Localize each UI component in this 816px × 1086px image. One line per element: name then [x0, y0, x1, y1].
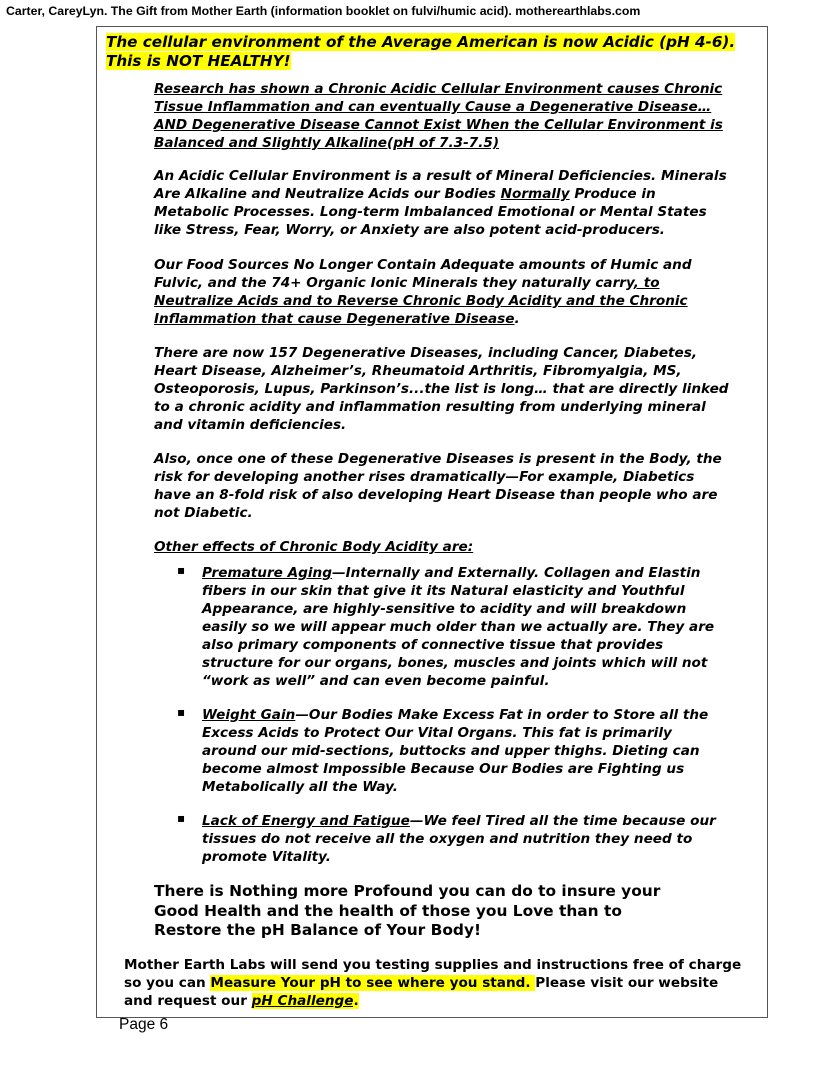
profound-statement: There is Nothing more Profound you can do to insure your Good Health and the health of those you Love than to Restore the pH Balance of Your Body!	[154, 882, 661, 939]
text-span: .	[514, 311, 520, 327]
bullet-term: Lack of Energy and Fatigue	[202, 813, 410, 829]
bullet-marker: ▪	[177, 563, 186, 577]
paragraph-food-sources	[154, 256, 734, 328]
text-span: Produce in Metabolic Processes. Long-term Imbalanced Emotional or Mental States like Stress, Fear, Worry, or Anxiety are also potent acid-producers.	[154, 186, 707, 238]
measure-highlight: Measure Your pH to see where you stand.	[210, 975, 536, 991]
text-span: Mother Earth Labs will send you testing supplies and instructions free of charge so you can	[124, 957, 742, 991]
bullet-marker: ▪	[177, 705, 186, 719]
text-span: Our Food Sources No Longer Contain Adequate amounts of Humic and Fulvic, and the 74+ Organic Ionic Minerals they naturally carry	[154, 257, 692, 291]
bullet-marker: ▪	[177, 811, 186, 825]
paragraph-research: Research has shown a Chronic Acidic Cellular Environment causes Chronic Tissue Inflammation and can eventually Cause a Degenerative Disease…AND Degenerative Disease Cannot Exist When the Cellular Environment is Balanced and Slightly Alkaline(pH of 7.3-7.5)	[154, 81, 723, 151]
bullet-text: —Our Bodies Make Excess Fat in order to Store all the Excess Acids to Protect Our Vital Organs. This fat is primarily around our mid-sections, buttocks and upper thighs. Dieting can become almost Impossible Because Our Bodies are Fighting us Metabolically all the Way.	[202, 707, 709, 795]
ph-challenge-link[interactable]: pH Challenge	[251, 993, 354, 1009]
citation-header: Carter, CareyLyn. The Gift from Mother Earth (information booklet on fulvi/humic acid). motherearthlabs.com	[6, 4, 641, 18]
paragraph-mineral-deficiency	[154, 167, 734, 239]
page-number: Page 6	[119, 1016, 169, 1033]
bullet-weight-gain	[202, 706, 722, 796]
bullet-lack-of-energy	[202, 812, 722, 866]
paragraph-degenerative-diseases: There are now 157 Degenerative Diseases, including Cancer, Diabetes, Heart Disease, Alzheimer’s, Rheumatoid Arthritis, Fibromyalgia, MS, Osteoporosis, Lupus, Parkinson’s...the list is long… that are directly linked to a chronic acidity and inflammation resulting from underlying mineral and vitamin deficiencies.	[154, 345, 729, 433]
bullet-term: Weight Gain	[202, 707, 296, 723]
title-highlight: The cellular environment of the Average American is now Acidic (pH 4-6). This is NOT HEALTHY!	[106, 33, 736, 70]
text-span: Please visit our website and request our	[124, 975, 719, 1009]
effects-heading: Other effects of Chronic Body Acidity are:	[154, 539, 474, 555]
paragraph-risk: Also, once one of these Degenerative Diseases is present in the Body, the risk for developing another rises dramatically—For example, Diabetics have an 8-fold risk of also developing Heart Disease than people who are not Diabetic.	[154, 451, 722, 521]
underlined-text: , to Neutralize Acids and to Reverse Chronic Body Acidity and the Chronic Inflammation that cause Degenerative Disease	[154, 275, 688, 327]
page-title	[106, 33, 746, 71]
bullet-term: Premature Aging	[202, 565, 332, 581]
bullet-text: —We feel Tired all the time because our tissues do not receive all the oxygen and nutrition they need to promote Vitality.	[202, 813, 716, 865]
text-span: An Acidic Cellular Environment is a result of Mineral Deficiencies. Minerals Are Alkaline and Neutralize Acids our Bodies	[154, 168, 727, 202]
text-span: .	[353, 993, 359, 1009]
bullet-text: —Internally and Externally. Collagen and Elastin fibers in our skin that give it its Natural elasticity and Youthful Appearance, are highly-sensitive to acidity and will breakdown easily so we will appear much older than we actually are. They are also primary components of connective tissue that provides structure for our organs, bones, muscles and joints which will not “work as well” and can even become painful.	[202, 565, 715, 689]
closing-paragraph	[124, 956, 744, 1010]
bullet-premature-aging	[202, 564, 722, 690]
underlined-text: Normally	[500, 186, 570, 202]
